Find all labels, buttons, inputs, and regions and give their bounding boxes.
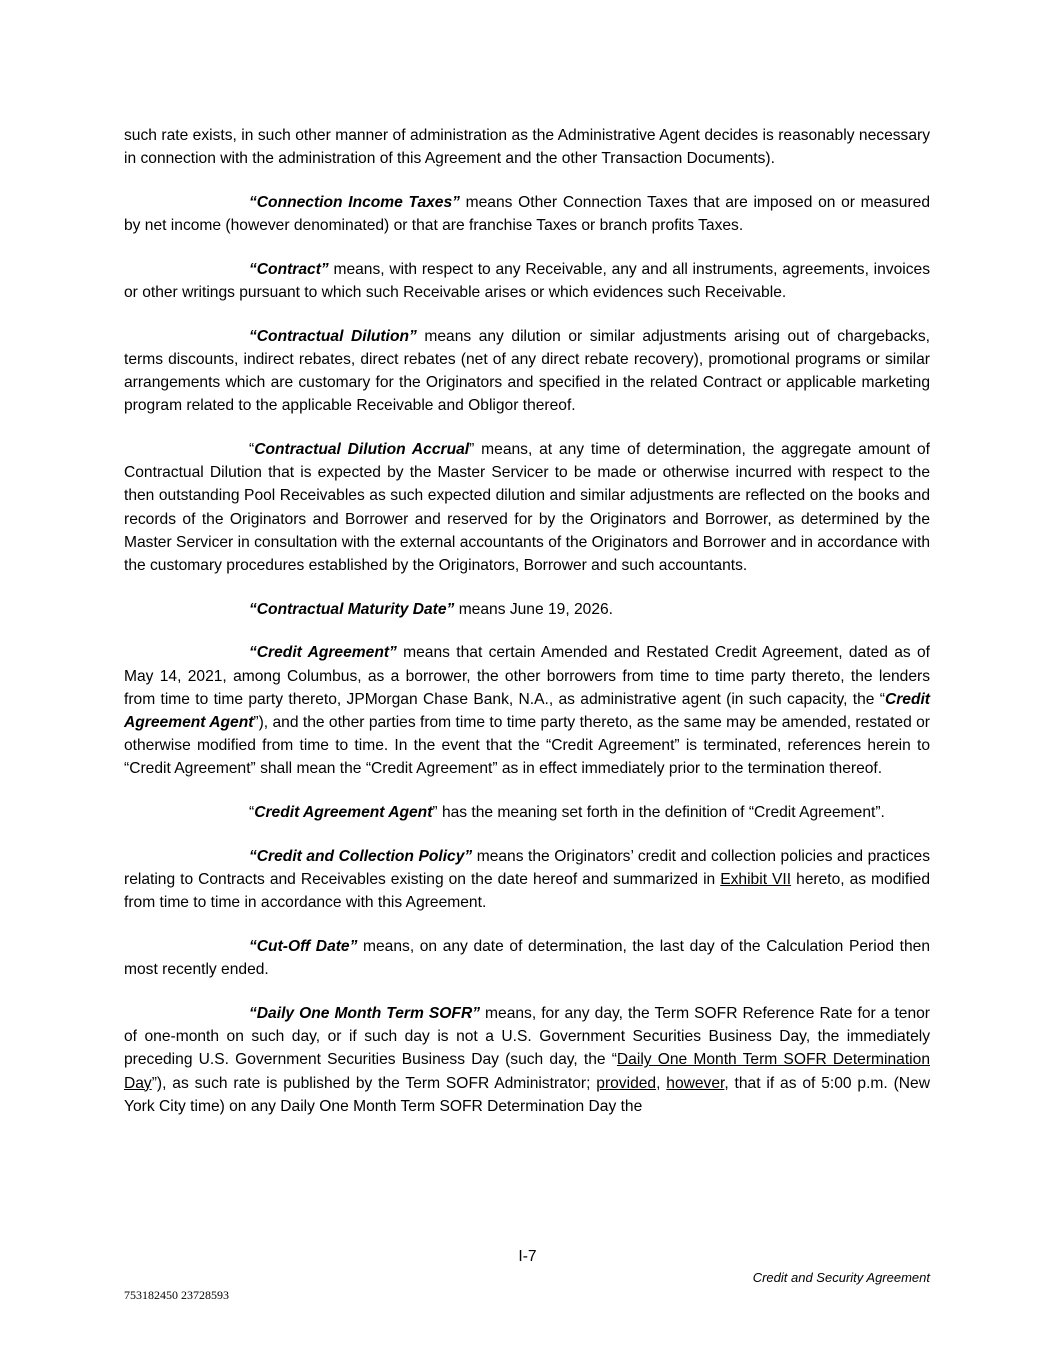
defined-term: Contractual Dilution Accrual [254,441,470,459]
definition-contractual-dilution-accrual: “Contractual Dilution Accrual” means, at any time of determination, the aggregate amount of Contractual Dilution that is expected by the Master Servicer to be made or otherwise incurred with respect to the then outstanding Pool Receivables as such expected dilution and similar adjustments are reflected on the books and records of the Originators and Borrower and reserved for by the Originators and Borrower, as determined by the Master Servicer in consultation with the external accountants of the Originators and Borrower and in accordance with the customary procedures established by the Originators, Borrower and such accountants. [124,441,930,575]
defined-term: “Credit Agreement” [249,644,397,662]
underlined-however: however [666,1074,725,1092]
defined-term: “Connection Income Taxes” [249,193,460,211]
footer-document-id: 753182450 23728593 [124,1288,229,1302]
footer-document-title: Credit and Security Agreement [752,1270,930,1285]
definition-connection-income-taxes: “Connection Income Taxes” means Other Connection Taxes that are imposed on or measured by net income (however denominated) or that are franchise Taxes or branch profits Taxes. [124,193,930,235]
defined-term: “Contractual Maturity Date” [249,600,455,618]
page-number: I-7 [518,1248,537,1265]
defined-term: “Daily One Month Term SOFR” [249,1004,480,1022]
underlined-provided: provided [596,1074,657,1092]
defined-term: “Credit and Collection Policy” [249,847,473,865]
definition-credit-agreement-agent: “Credit Agreement Agent” has the meaning set forth in the definition of “Credit Agreement”. [249,804,885,822]
exhibit-reference: Exhibit VII [720,871,792,889]
defined-term: “Contract” [249,260,329,278]
defined-term: Credit Agreement Agent [254,804,433,822]
definition-contractual-maturity-date: “Contractual Maturity Date” means June 19, 2026. [249,600,614,618]
definition-contract: “Contract” means, with respect to any Receivable, any and all instruments, agreements, invoices or other writings pursuant to which such Receivable arises or which evidences such Receivable. [124,260,930,302]
document-body [124,124,930,1138]
definition-daily-one-month-term-sofr: “Daily One Month Term SOFR” means, for any day, the Term SOFR Reference Rate for a tenor of one-month on such day, or if such day is not a U.S. Government Securities Business Day, the immediately preceding U.S. Government Securities Business Day (such day, the “Daily One Month Term SOFR Determination Day”), as such rate is published by the Term SOFR Administrator; provided, however, that if as of 5:00 p.m. (New York City time) on any Daily One Month Term SOFR Determination Day the [124,1004,930,1115]
defined-term: “Cut-Off Date” [249,937,358,955]
underlined-term: Daily One Month Term SOFR Determination Day [124,1051,930,1092]
defined-term: “Contractual Dilution” [249,327,417,345]
definition-cut-off-date: “Cut-Off Date” means, on any date of determination, the last day of the Calculation Period then most recently ended. [124,937,930,979]
definition-contractual-dilution: “Contractual Dilution” means any dilution or similar adjustments arising out of chargebacks, terms discounts, indirect rebates, direct rebates (net of any direct rebate recovery), promotional programs or similar arrangements which are customary for the Originators and specified in the related Contract or applicable marketing program related to the applicable Receivable and Obligor thereof. [124,327,930,415]
paragraph-continuation: such rate exists, in such other manner of administration as the Administrative Agent decides is reasonably necessary in connection with the administration of this Agreement and the other Transaction Documents). [124,127,930,168]
defined-term-inline: Credit Agreement Agent [124,690,930,732]
definition-credit-and-collection-policy: “Credit and Collection Policy” means the Originators’ credit and collection policies and practices relating to Contracts and Receivables existing on the date hereof and summarized in Exhibit VII hereto, as modified from time to time in accordance with this Agreement. [124,847,930,912]
definition-credit-agreement: “Credit Agreement” means that certain Amended and Restated Credit Agreement, dated as of May 14, 2021, among Columbus, as a borrower, the other borrowers from time to time party thereto, the lenders from time to time party thereto, JPMorgan Chase Bank, N.A., as administrative agent (in such capacity, the “Credit Agreement Agent”), and the other parties from time to time party thereto, as the same may be amended, restated or otherwise modified from time to time. In the event that the “Credit Agreement” is terminated, references herein to “Credit Agreement” shall mean the “Credit Agreement” as in effect immediately prior to the termination thereof. [124,644,930,778]
